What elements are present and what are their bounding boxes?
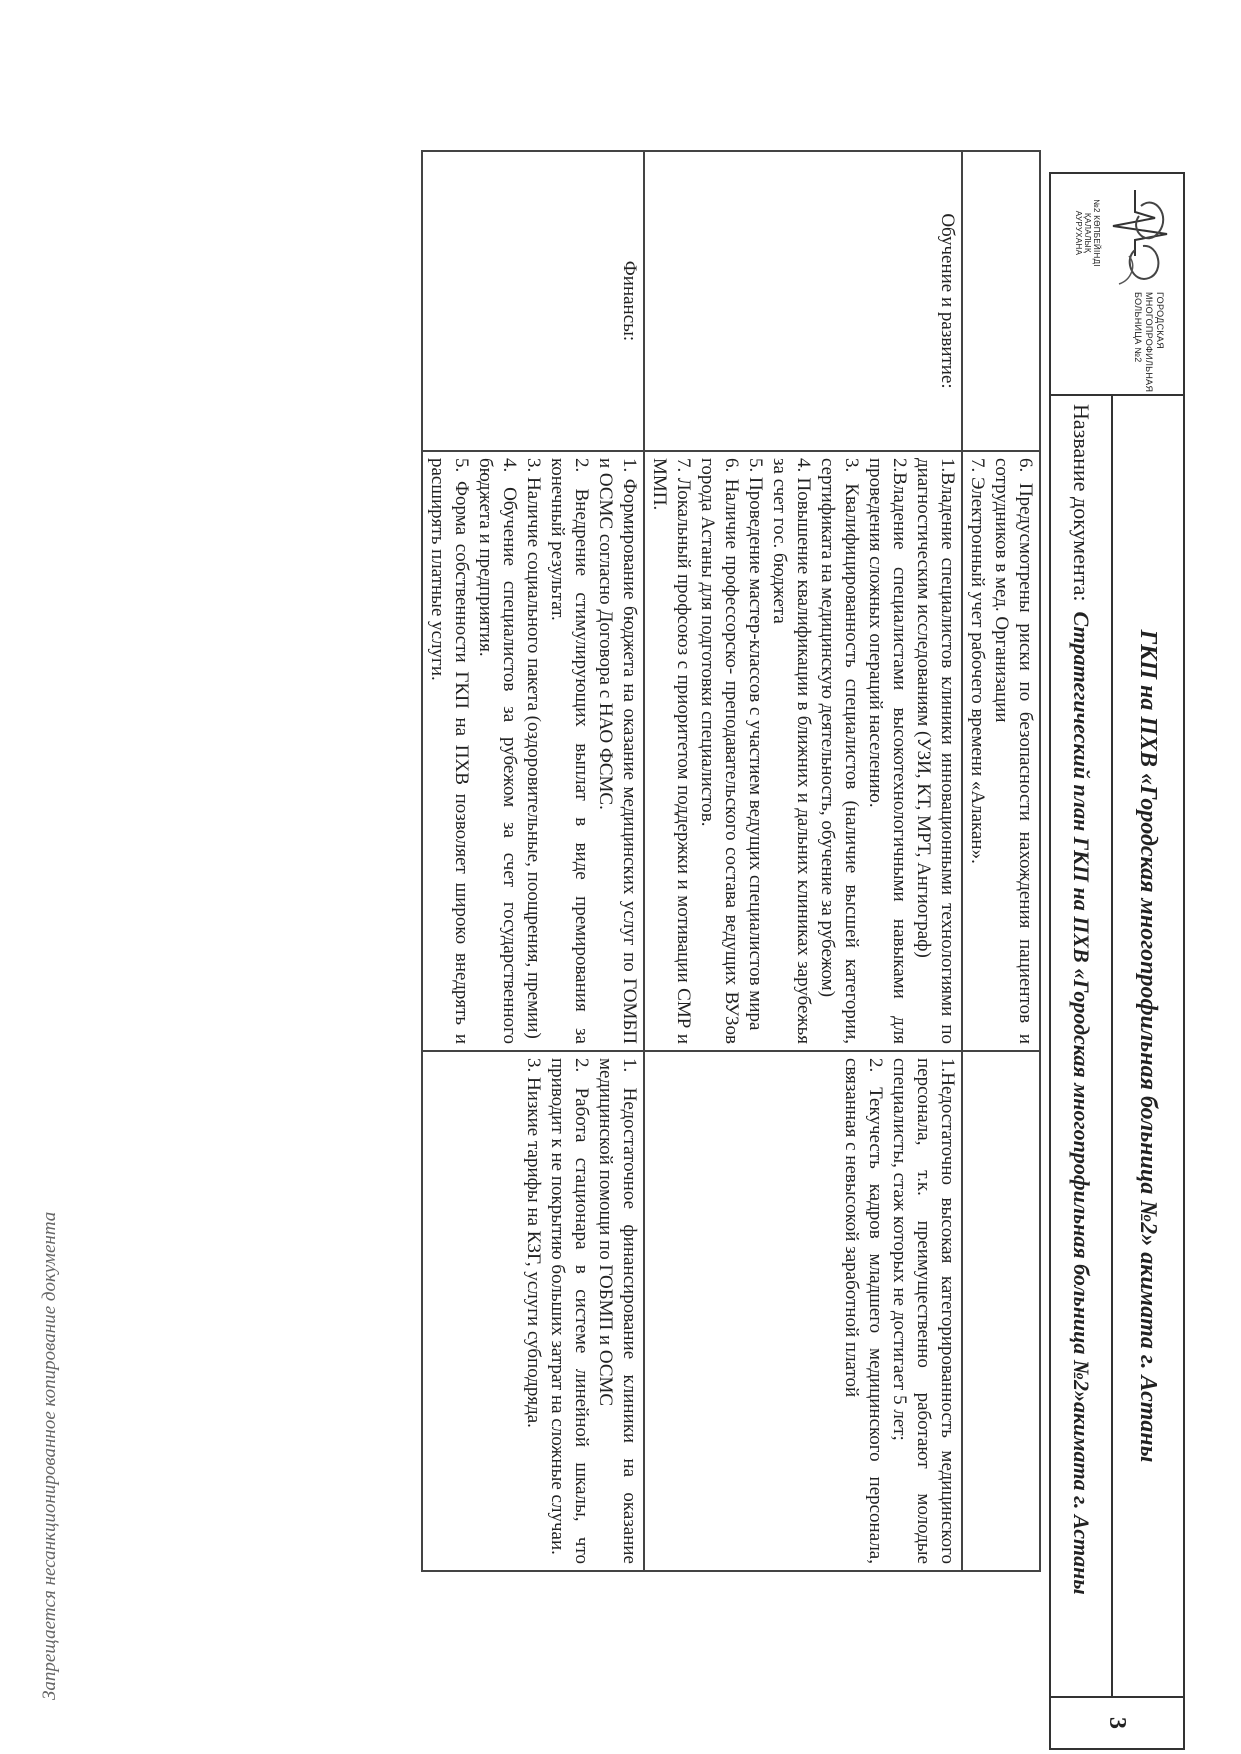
list-item: 3. Квалифицированность специалистов (наличие высшей категории, сертификата на медицинскую деятельность, обучение за рубежом) — [817, 458, 862, 1044]
strengths-cell — [644, 451, 962, 1051]
document-name-value: Стратегический план ГКП на ПХВ «Городская многопрофильная больница №2»акимата г. Астаны — [1069, 611, 1094, 1595]
document-name-label: Название документа: — [1069, 404, 1094, 602]
list-item: 2.Владение специалистами высокотехнологичными навыками для проведения сложных операций населению. — [865, 458, 910, 1044]
list-item: 7. Электронный учет рабочего времени «Алакан». — [967, 458, 988, 864]
category-cell — [962, 151, 1040, 451]
list-item: 5. Проведение мастер-классов с участием ведущих специалистов мира — [745, 458, 766, 1031]
strategic-plan-table — [421, 150, 1041, 1572]
list-item: 3. Наличие социального пакета (оздоровительные, поощрения, премии) — [523, 458, 544, 1039]
weaknesses-cell — [644, 1051, 962, 1571]
table-row — [422, 151, 644, 1571]
list-item: 4. Обучение специалистов за рубежом за счет государственного бюджета и предприятия. — [475, 458, 520, 1044]
logo-text-ru: ГОРОДСКАЯ МНОГОПРОФИЛЬНАЯ БОЛЬНИЦА №2 — [1133, 292, 1165, 393]
document-title: ГКП на ПХВ «Городская многопрофильная больница №2» акимата г. Астаны — [1135, 629, 1162, 1463]
list-item: 1.Владение специалистов клиники инновационными технологиями по диагностическим исследованиям (УЗИ, КТ, МРТ, Ангиограф) — [913, 458, 958, 1044]
list-item: 4. Повышение квалификации в ближних и дальних клиниках зарубежья за счет гос. бюджета — [769, 458, 814, 1044]
list-item: 6. Наличие профессорско- преподавательского состава ведущих ВУЗов города Астаны для подготовки специалистов. — [697, 458, 742, 1044]
list-item: 2. Работа стационара в системе линейной шкалы, что приводит к не покрытию больших затрат на сложные случаи. — [547, 1058, 592, 1564]
hospital-emblem-icon — [1103, 186, 1175, 291]
strengths-cell — [962, 451, 1040, 1051]
list-item: 5. Форма собственности ГКП на ПХВ позволяет широко внедрять и расширять платные услуги. — [427, 458, 472, 1044]
page-number: 3 — [1051, 1696, 1183, 1748]
list-item: 2. Внедрение стимулирующих выплат в виде премирования за конечный результат. — [547, 458, 592, 1044]
list-item: 7. Локальный профсоюз с приоритетом поддержки и мотивации СМР и ММП. — [649, 458, 694, 1044]
list-item: 1.Недостаточно высокая категорированность медицинского персонала, т.к. преимущественно работают молодые специалисты, стаж которых не достигает 5 лет; — [889, 1058, 958, 1564]
strengths-cell — [422, 451, 644, 1051]
list-item: 6. Предусмотрены риски по безопасности нахождения пациентов и сотрудников в мед. Организации — [991, 458, 1036, 1044]
list-item: 2. Текучесть кадров младшего медицинского персонала, связанная с невысокой заработной платой — [841, 1058, 886, 1564]
document-header — [1049, 172, 1185, 1750]
document-name-row — [1051, 396, 1113, 1696]
list-item: 1. Недостаточное финансирование клиники на оказание медицинской помощи по ГОБМП и ОСМС — [595, 1058, 640, 1564]
hospital-logo — [1051, 174, 1183, 396]
category-cell: Обучение и развитие: — [644, 151, 962, 451]
logo-text-kz: №2 КӨПБЕЙІНДІ ҚАЛАЛЫҚ АУРУХАНА — [1074, 199, 1101, 267]
table-row — [644, 151, 962, 1571]
category-cell: Финансы: — [422, 151, 644, 451]
list-item: 3. Низкие тарифы на КЗГ, услуги субподряда. — [523, 1058, 544, 1428]
table-row — [962, 151, 1040, 1571]
weaknesses-cell — [962, 1051, 1040, 1571]
list-item: 1. Формирование бюджета на оказание медицинских услуг по ГОМБП и ОСМС согласно Договора с НАО ФСМС. — [595, 458, 640, 1044]
weaknesses-cell — [422, 1051, 644, 1571]
footer-copy-notice: Запрещается несанкционированное копирование документа — [39, 1211, 60, 1700]
